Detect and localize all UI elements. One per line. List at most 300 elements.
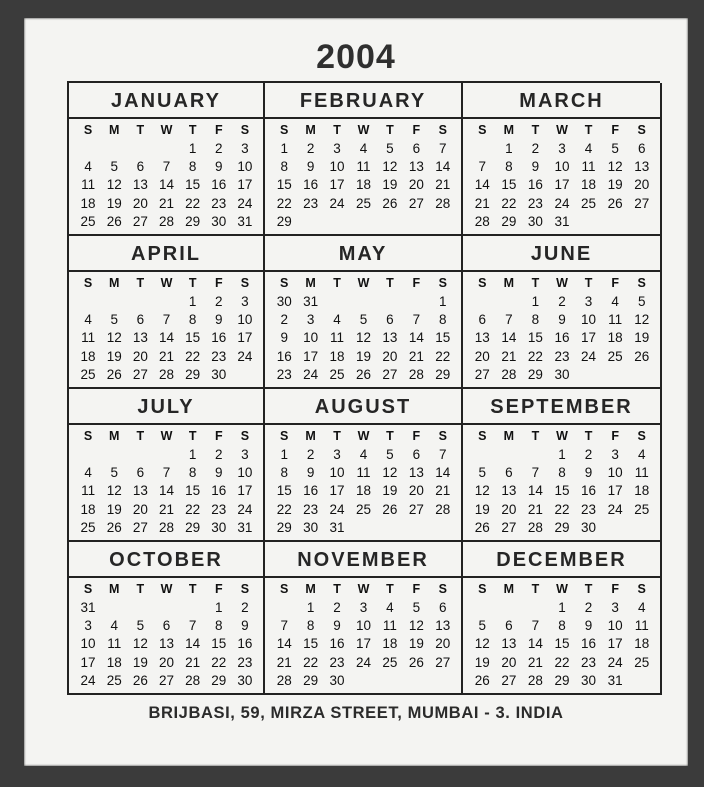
- day-cell: 28: [435, 501, 451, 517]
- day-cell: 6: [136, 465, 145, 481]
- day-cell: 14: [158, 177, 174, 193]
- day-cell: [496, 293, 523, 311]
- day-cell: [469, 293, 496, 311]
- month-name: SEPTEMBER: [463, 389, 660, 425]
- weekday-header: S: [240, 582, 250, 596]
- day-cell: [350, 213, 376, 231]
- day-grid: [69, 425, 263, 540]
- day-cell: 21: [408, 348, 424, 364]
- weekday-header: M: [503, 582, 515, 596]
- day-cell: 21: [527, 501, 543, 517]
- day-cell: [153, 599, 179, 617]
- day-cell: 25: [80, 519, 96, 535]
- day-cell: 21: [435, 177, 451, 193]
- day-cell: [522, 446, 549, 464]
- day-cell: 28: [527, 519, 543, 535]
- day-cell: 29: [276, 519, 292, 535]
- day-cell: 4: [611, 294, 619, 310]
- weekday-header: T: [188, 429, 197, 443]
- month-august: [265, 389, 463, 542]
- day-cell: 1: [280, 141, 288, 157]
- day-cell: 9: [531, 159, 540, 175]
- day-cell: 16: [554, 330, 570, 346]
- day-cell: 4: [333, 312, 341, 328]
- day-cell: 7: [162, 465, 171, 481]
- day-cell: 29: [554, 672, 570, 688]
- day-cell: 19: [634, 330, 650, 346]
- weekday-header: M: [503, 276, 515, 290]
- day-cell: 23: [581, 654, 597, 670]
- weekday-header: F: [611, 123, 619, 137]
- day-cell: 29: [185, 366, 201, 382]
- day-cell: 2: [215, 447, 223, 463]
- day-cell: 13: [474, 330, 490, 346]
- day-cell: 15: [303, 636, 319, 652]
- weekday-header: F: [214, 276, 223, 290]
- day-cell: 19: [474, 654, 490, 670]
- day-cell: 6: [412, 447, 421, 463]
- day-cell: 19: [355, 348, 371, 364]
- day-cell: 2: [215, 294, 223, 310]
- day-cell: 14: [435, 159, 451, 175]
- day-cell: 22: [435, 348, 451, 364]
- weekday-header: S: [83, 582, 93, 596]
- month-name: JULY: [69, 389, 263, 425]
- day-cell: 4: [84, 465, 92, 481]
- day-cell: 27: [132, 366, 148, 382]
- day-cell: 6: [478, 312, 487, 328]
- day-cell: 30: [211, 519, 227, 535]
- day-cell: 18: [80, 195, 96, 211]
- day-cell: 9: [558, 312, 566, 328]
- day-cell: 11: [608, 312, 623, 328]
- day-cell: 15: [527, 330, 543, 346]
- day-cell: 26: [474, 672, 490, 688]
- day-cell: 25: [329, 366, 345, 382]
- day-cell: 24: [554, 195, 570, 211]
- day-cell: 27: [382, 366, 398, 382]
- day-cell: 17: [607, 483, 623, 499]
- day-cell: 3: [84, 618, 92, 634]
- day-cell: 16: [527, 177, 543, 193]
- day-cell: 20: [435, 636, 451, 652]
- day-cell: 22: [303, 654, 319, 670]
- day-cell: 18: [329, 348, 345, 364]
- day-cell: 1: [439, 294, 447, 310]
- day-cell: 25: [382, 654, 398, 670]
- day-cell: 12: [132, 636, 148, 652]
- weekday-header: S: [478, 429, 487, 443]
- day-cell: 3: [241, 141, 249, 157]
- day-cell: 17: [237, 177, 253, 193]
- day-cell: 14: [527, 483, 543, 499]
- day-cell: 27: [634, 195, 650, 211]
- day-cell: [430, 519, 456, 537]
- weekday-header: T: [386, 582, 394, 596]
- day-cell: 28: [185, 672, 201, 688]
- weekday-header: T: [531, 123, 540, 137]
- day-cell: 23: [527, 195, 543, 211]
- weekday-header: T: [188, 276, 197, 290]
- day-cell: 6: [637, 141, 646, 157]
- day-cell: 13: [408, 465, 424, 481]
- day-cell: [430, 672, 456, 690]
- day-cell: 28: [408, 366, 424, 382]
- day-cell: 7: [162, 312, 171, 328]
- day-cell: 24: [355, 654, 371, 670]
- day-cell: 30: [329, 672, 345, 688]
- day-cell: 29: [435, 366, 451, 382]
- day-cell: 17: [303, 348, 319, 364]
- day-cell: 16: [237, 636, 253, 652]
- day-cell: 2: [306, 141, 315, 157]
- day-cell: 25: [355, 195, 371, 211]
- day-cell: 2: [558, 294, 566, 310]
- day-cell: 18: [80, 348, 96, 364]
- day-cell: [469, 599, 496, 617]
- weekday-header: S: [637, 123, 646, 137]
- day-cell: 8: [439, 312, 447, 328]
- day-cell: 21: [276, 654, 292, 670]
- day-cell: 23: [303, 195, 319, 211]
- weekday-header: T: [136, 276, 145, 290]
- weekday-header: T: [584, 429, 593, 443]
- day-cell: 14: [501, 330, 517, 346]
- day-cell: 20: [501, 654, 517, 670]
- day-cell: 10: [355, 618, 371, 634]
- day-cell: 13: [382, 330, 398, 346]
- day-cell: 19: [382, 483, 398, 499]
- day-cell: 4: [359, 447, 368, 463]
- day-cell: 11: [81, 177, 96, 193]
- day-cell: 22: [185, 348, 201, 364]
- day-grid: [265, 578, 461, 693]
- day-cell: 20: [132, 501, 148, 517]
- weekday-header: T: [136, 123, 145, 137]
- month-name: MAY: [265, 236, 461, 272]
- weekday-header: F: [611, 276, 619, 290]
- day-cell: [75, 446, 101, 464]
- day-cell: 31: [237, 519, 253, 535]
- day-cell: 6: [439, 600, 447, 616]
- day-cell: 14: [527, 636, 543, 652]
- day-cell: [271, 599, 297, 617]
- day-cell: 22: [554, 501, 570, 517]
- publisher-address: BRIJBASI, 59, MIRZA STREET, MUMBAI - 3. INDIA: [148, 704, 564, 722]
- month-name: MARCH: [463, 83, 660, 119]
- day-cell: 25: [634, 654, 650, 670]
- day-cell: 26: [132, 672, 148, 688]
- day-cell: 26: [634, 348, 650, 364]
- day-cell: [602, 213, 629, 231]
- month-october: [69, 542, 265, 695]
- day-cell: 26: [106, 213, 122, 229]
- day-cell: 24: [237, 348, 253, 364]
- day-cell: 11: [382, 618, 397, 634]
- day-cell: 19: [106, 195, 122, 211]
- month-name: FEBRUARY: [265, 83, 461, 119]
- weekday-header: T: [136, 582, 145, 596]
- day-cell: 5: [637, 294, 646, 310]
- day-cell: 2: [531, 141, 540, 157]
- weekday-header: S: [280, 429, 289, 443]
- day-cell: 8: [280, 159, 288, 175]
- day-cell: 16: [211, 177, 227, 193]
- day-cell: 26: [382, 501, 398, 517]
- day-cell: 5: [136, 618, 145, 634]
- day-cell: 24: [329, 195, 345, 211]
- day-cell: 1: [188, 447, 197, 463]
- day-cell: 8: [505, 159, 513, 175]
- day-cell: 6: [136, 159, 145, 175]
- day-cell: 11: [81, 330, 96, 346]
- day-cell: [628, 366, 655, 384]
- weekday-header: S: [478, 276, 487, 290]
- day-cell: [350, 519, 376, 537]
- day-cell: 25: [634, 501, 650, 517]
- day-cell: 9: [306, 159, 315, 175]
- day-cell: [153, 446, 179, 464]
- day-cell: 27: [408, 195, 424, 211]
- day-cell: 12: [408, 618, 424, 634]
- day-cell: 20: [382, 348, 398, 364]
- day-cell: [403, 293, 429, 311]
- day-cell: 14: [276, 636, 292, 652]
- day-cell: 11: [107, 636, 122, 652]
- day-cell: 1: [558, 600, 566, 616]
- day-cell: 10: [303, 330, 319, 346]
- day-cell: 24: [80, 672, 96, 688]
- day-cell: [377, 519, 403, 537]
- day-cell: 26: [474, 519, 490, 535]
- day-cell: 16: [276, 348, 292, 364]
- day-cell: [403, 672, 429, 690]
- day-cell: 3: [584, 294, 593, 310]
- weekday-header: W: [160, 123, 173, 137]
- weekday-header: W: [357, 276, 370, 290]
- weekday-header: M: [109, 429, 120, 443]
- day-cell: 4: [84, 312, 92, 328]
- weekday-header: F: [412, 276, 421, 290]
- day-cell: 19: [408, 636, 424, 652]
- day-cell: 31: [80, 600, 96, 616]
- day-cell: 9: [215, 159, 223, 175]
- weekday-header: F: [214, 429, 223, 443]
- day-cell: 4: [584, 141, 593, 157]
- weekday-header: S: [280, 276, 289, 290]
- weekday-header: W: [556, 429, 568, 443]
- weekday-header: M: [109, 276, 120, 290]
- day-cell: 15: [554, 636, 570, 652]
- day-cell: [75, 293, 101, 311]
- day-cell: [101, 293, 127, 311]
- weekday-header: T: [333, 276, 341, 290]
- weekday-header: S: [478, 123, 487, 137]
- day-cell: 10: [607, 465, 623, 481]
- day-cell: 23: [276, 366, 292, 382]
- day-cell: [324, 213, 350, 231]
- day-grid: [69, 272, 263, 387]
- day-cell: 12: [474, 483, 490, 499]
- day-cell: 18: [106, 654, 122, 670]
- day-cell: 31: [554, 213, 570, 229]
- day-cell: 5: [110, 465, 118, 481]
- day-cell: 27: [501, 672, 517, 688]
- day-cell: 12: [106, 330, 122, 346]
- weekday-header: W: [556, 582, 568, 596]
- day-cell: [297, 213, 323, 231]
- day-cell: 14: [474, 177, 490, 193]
- day-cell: 2: [584, 600, 593, 616]
- weekday-header: T: [333, 582, 341, 596]
- day-cell: 10: [237, 159, 253, 175]
- day-cell: 10: [554, 159, 570, 175]
- weekday-header: T: [386, 123, 394, 137]
- day-cell: [350, 293, 376, 311]
- month-may: [265, 236, 463, 389]
- month-name: AUGUST: [265, 389, 461, 425]
- day-cell: 4: [637, 600, 646, 616]
- day-cell: 2: [215, 141, 223, 157]
- day-cell: 24: [607, 501, 623, 517]
- day-cell: 12: [382, 159, 398, 175]
- day-cell: 15: [276, 177, 292, 193]
- day-cell: 19: [474, 501, 490, 517]
- day-cell: [101, 446, 127, 464]
- day-cell: 17: [237, 330, 253, 346]
- weekday-header: M: [305, 429, 316, 443]
- day-cell: 13: [158, 636, 174, 652]
- day-cell: 6: [162, 618, 171, 634]
- day-cell: 14: [185, 636, 201, 652]
- day-cell: 19: [132, 654, 148, 670]
- month-january: [69, 83, 265, 236]
- day-cell: 6: [505, 618, 513, 634]
- day-cell: 8: [215, 618, 223, 634]
- day-cell: 11: [81, 483, 96, 499]
- weekday-header: T: [531, 582, 540, 596]
- day-cell: 18: [607, 330, 623, 346]
- day-cell: 9: [584, 465, 593, 481]
- day-cell: 19: [607, 177, 623, 193]
- calendar-card: [24, 18, 688, 766]
- day-cell: 7: [505, 312, 513, 328]
- weekday-header: S: [83, 429, 93, 443]
- day-cell: 12: [106, 483, 122, 499]
- day-cell: [430, 213, 456, 231]
- day-cell: 25: [355, 501, 371, 517]
- day-cell: 27: [501, 519, 517, 535]
- day-cell: 13: [501, 636, 517, 652]
- year-title: 2004: [316, 38, 396, 76]
- day-cell: 16: [329, 636, 345, 652]
- day-cell: 10: [80, 636, 96, 652]
- day-cell: 13: [132, 330, 148, 346]
- day-cell: 30: [211, 213, 227, 229]
- day-cell: 2: [280, 312, 288, 328]
- day-cell: [101, 599, 127, 617]
- day-cell: 24: [237, 195, 253, 211]
- day-cell: 15: [211, 636, 227, 652]
- day-cell: 27: [474, 366, 490, 382]
- weekday-header: T: [333, 123, 341, 137]
- day-cell: 22: [276, 195, 292, 211]
- weekday-header: S: [83, 123, 93, 137]
- day-cell: 12: [607, 159, 623, 175]
- weekday-header: S: [438, 429, 447, 443]
- day-cell: 10: [581, 312, 597, 328]
- day-cell: 28: [435, 195, 451, 211]
- day-cell: 29: [211, 672, 227, 688]
- day-cell: 12: [355, 330, 371, 346]
- day-cell: 14: [435, 465, 451, 481]
- day-cell: 20: [158, 654, 174, 670]
- day-cell: 30: [303, 519, 319, 535]
- day-cell: 21: [158, 195, 174, 211]
- day-cell: 1: [306, 600, 315, 616]
- month-march: [463, 83, 662, 236]
- weekday-header: S: [637, 276, 646, 290]
- day-cell: 27: [435, 654, 451, 670]
- day-cell: 9: [280, 330, 288, 346]
- day-cell: 10: [237, 465, 253, 481]
- day-cell: 6: [505, 465, 513, 481]
- month-name: APRIL: [69, 236, 263, 272]
- day-cell: 6: [412, 141, 421, 157]
- day-cell: 10: [237, 312, 253, 328]
- month-name: OCTOBER: [69, 542, 263, 578]
- day-cell: 4: [110, 618, 118, 634]
- day-cell: 6: [386, 312, 394, 328]
- day-cell: [628, 519, 655, 537]
- day-cell: 5: [478, 465, 487, 481]
- day-cell: 23: [211, 501, 227, 517]
- weekday-header: F: [214, 123, 223, 137]
- day-grid: [463, 119, 660, 234]
- day-cell: 21: [435, 483, 451, 499]
- month-june: [463, 236, 662, 389]
- weekday-header: T: [531, 429, 540, 443]
- day-cell: 17: [237, 483, 253, 499]
- day-cell: 1: [188, 141, 197, 157]
- day-cell: 27: [132, 519, 148, 535]
- day-cell: 24: [329, 501, 345, 517]
- day-cell: 7: [188, 618, 197, 634]
- day-cell: 13: [408, 159, 424, 175]
- day-cell: 5: [110, 312, 118, 328]
- day-cell: 17: [329, 483, 345, 499]
- day-cell: 15: [554, 483, 570, 499]
- day-cell: 11: [634, 618, 649, 634]
- day-cell: 12: [474, 636, 490, 652]
- day-cell: 9: [333, 618, 341, 634]
- day-cell: 2: [241, 600, 249, 616]
- day-grid: [463, 425, 660, 540]
- day-cell: [232, 366, 258, 384]
- month-april: [69, 236, 265, 389]
- day-cell: 30: [237, 672, 253, 688]
- day-cell: 11: [330, 330, 345, 346]
- day-cell: 23: [211, 195, 227, 211]
- weekday-header: T: [188, 123, 197, 137]
- day-cell: 25: [607, 348, 623, 364]
- day-cell: 25: [581, 195, 597, 211]
- day-cell: [350, 672, 376, 690]
- month-name: JANUARY: [69, 83, 263, 119]
- day-cell: 28: [276, 672, 292, 688]
- day-cell: 28: [158, 519, 174, 535]
- day-cell: 28: [501, 366, 517, 382]
